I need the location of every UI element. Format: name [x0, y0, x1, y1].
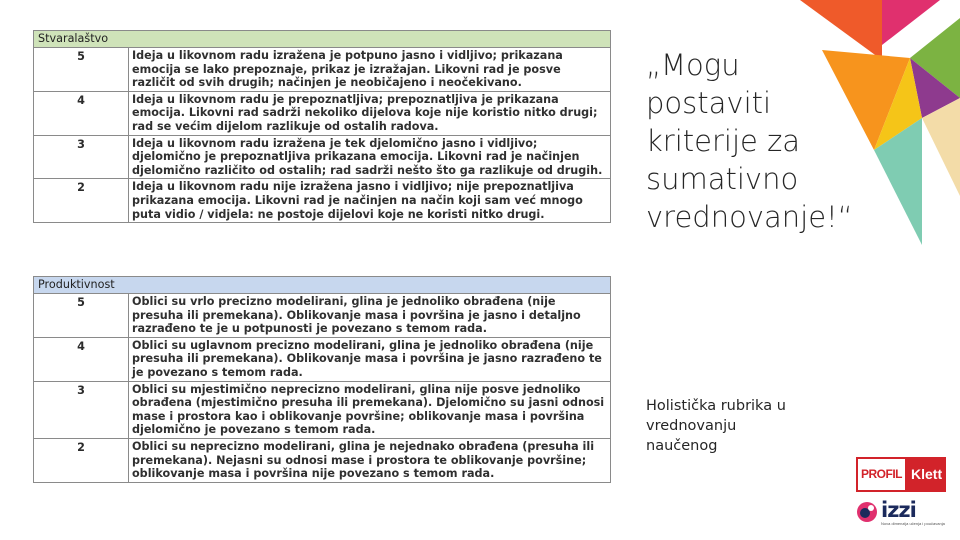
quote-line: „Mogu [646, 48, 740, 82]
decorative-triangles [800, 0, 960, 245]
klett-logo-text: Klett [907, 457, 946, 492]
table-row [34, 48, 611, 92]
description-cell: Oblici su vrlo precizno modelirani, glina je jednoliko obrađena (nije presuha ili premekana). Oblikovanje masa i površina je jasno i detaljno razrađeno te je u potpunosti je povezano s temom rada. [129, 294, 611, 338]
quote-line: sumativno [646, 162, 799, 196]
izzi-mark-icon [855, 500, 879, 524]
caption-line: naučenog [646, 438, 718, 454]
quote-line: vrednovanje!“ [646, 200, 853, 234]
description-cell: Ideja u likovnom radu izražena je potpuno jasno i vidljivo; prikazana emocija se lako prepoznaje, prikaz je izražajan. Likovni rad je posve različit od svih drugih; načinjen je neobičajeno i neočekivano. [129, 48, 611, 92]
score-cell: 5 [34, 48, 129, 92]
slide-caption [646, 396, 786, 456]
deco-orange-red-triangle [800, 0, 882, 60]
score-cell: 4 [34, 337, 129, 381]
score-cell: 3 [34, 381, 129, 438]
deco-pink-triangle [882, 0, 940, 45]
caption-line: Holistička rubrika u [646, 398, 786, 414]
description-cell: Ideja u likovnom radu izražena je tek djelomično jasno i vidljivo; djelomično je prepoznatljiva prikazana emocija. Likovni rad je načinjen djelomično različito od ostalih; rad sadrži nešto što ga razlikuje od drugih. [129, 135, 611, 179]
table-row [34, 438, 611, 482]
score-cell: 3 [34, 135, 129, 179]
table-row [34, 91, 611, 135]
score-cell: 5 [34, 294, 129, 338]
description-cell: Oblici su mjestimično neprecizno modelirani, glina nije posve jednoliko obrađena (mjestimično presuha ili premekana). Djelomično su jasni odnosi mase i prostora kao i oblikovanje površine; oblikovanje masa i površina djelomično je povezano s temom rada. [129, 381, 611, 438]
table-header-row [34, 31, 611, 48]
score-cell: 2 [34, 438, 129, 482]
score-cell: 4 [34, 91, 129, 135]
table-row [34, 294, 611, 338]
creativity-table-title: Stvaralaštvo [34, 31, 611, 48]
caption-line: vrednovanju [646, 418, 737, 434]
description-cell: Ideja u likovnom radu je prepoznatljiva; prepoznatljiva je prikazana emocija. Likovni rad sadrži nekoliko dijelova koje nije koristio nitko drugi; rad se većim dijelom razlikuje od ostalih radova. [129, 91, 611, 135]
table-row [34, 135, 611, 179]
quote-line: postaviti [646, 86, 772, 120]
profil-klett-logo [856, 457, 946, 492]
izzi-tagline: Nova dimenzija učenja i poučavanja [881, 521, 945, 526]
table-row [34, 381, 611, 438]
table-row [34, 179, 611, 223]
description-cell: Oblici su uglavnom precizno modelirani, glina je jednoliko obrađena (nije presuha ili premekana). Oblikovanje masa i površina je jasno razrađeno te je povezano s temom rada. [129, 337, 611, 381]
productivity-rubric-table [33, 276, 611, 483]
table-header-row [34, 277, 611, 294]
score-cell: 2 [34, 179, 129, 223]
description-cell: Ideja u likovnom radu nije izražena jasno i vidljivo; nije prepoznatljiva prikazana emocija. Likovni rad je načinjen na način koji sam već mnogo puta vidio / vidjela: ne postoje dijelovi koje ne koristi nitko drugi. [129, 179, 611, 223]
profil-logo-text: PROFIL [856, 457, 907, 492]
izzi-logo [855, 498, 950, 528]
izzi-logo-text: izzi [881, 498, 916, 522]
table-row [34, 337, 611, 381]
quote-line: kriterije za [646, 124, 801, 158]
creativity-rubric-table [33, 30, 611, 223]
description-cell: Oblici su neprecizno modelirani, glina je nejednako obrađena (presuha ili premekana). Nejasni su odnosi mase i prostora te oblikovanje površine; oblikovanje masa i površina nije povezano s temom rada. [129, 438, 611, 482]
productivity-table-title: Produktivnost [34, 277, 611, 294]
